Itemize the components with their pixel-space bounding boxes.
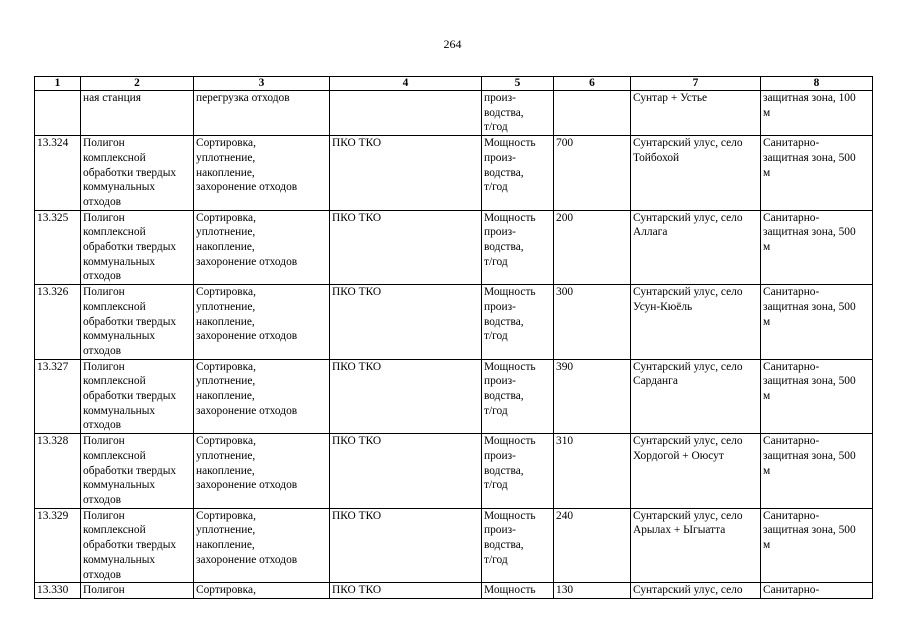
cell-object-name: Полигон комплексной обработки твердых коммунальных отходов bbox=[81, 359, 194, 434]
data-table bbox=[34, 76, 873, 599]
cell-capacity-label: Мощность произ- водства, т/год bbox=[482, 359, 554, 434]
column-header: 5 bbox=[482, 77, 554, 91]
table-row bbox=[35, 285, 873, 360]
table-body bbox=[35, 91, 873, 599]
cell-location: Сунтарский улус, село Тойбохой bbox=[631, 136, 761, 211]
cell-activity: перегрузка отходов bbox=[194, 91, 330, 136]
cell-protection-zone: Санитарно- защитная зона, 500 м bbox=[761, 434, 873, 509]
cell-object-type: ПКО ТКО bbox=[330, 285, 482, 360]
cell-capacity-label: Мощность bbox=[482, 583, 554, 599]
table-row bbox=[35, 359, 873, 434]
cell-capacity-label: Мощность произ- водства, т/год bbox=[482, 136, 554, 211]
table-row bbox=[35, 136, 873, 211]
table-row bbox=[35, 508, 873, 583]
cell-number: 13.326 bbox=[35, 285, 81, 360]
cell-location: Сунтарский улус, село Усун-Кюёль bbox=[631, 285, 761, 360]
cell-protection-zone: Санитарно- bbox=[761, 583, 873, 599]
cell-number bbox=[35, 91, 81, 136]
cell-location: Сунтарский улус, село Арылах + Ыгыатта bbox=[631, 508, 761, 583]
cell-object-type: ПКО ТКО bbox=[330, 583, 482, 599]
cell-activity: Сортировка, bbox=[194, 583, 330, 599]
cell-object-type: ПКО ТКО bbox=[330, 210, 482, 285]
cell-number: 13.330 bbox=[35, 583, 81, 599]
cell-number: 13.328 bbox=[35, 434, 81, 509]
column-header: 2 bbox=[81, 77, 194, 91]
cell-object-name: Полигон комплексной обработки твердых коммунальных отходов bbox=[81, 434, 194, 509]
cell-activity: Сортировка, уплотнение, накопление, захоронение отходов bbox=[194, 210, 330, 285]
cell-object-type: ПКО ТКО bbox=[330, 508, 482, 583]
cell-object-type bbox=[330, 91, 482, 136]
cell-capacity-value bbox=[554, 91, 631, 136]
column-header: 4 bbox=[330, 77, 482, 91]
cell-capacity-label: Мощность произ- водства, т/год bbox=[482, 210, 554, 285]
cell-capacity-label: Мощность произ- водства, т/год bbox=[482, 285, 554, 360]
column-header: 6 bbox=[554, 77, 631, 91]
cell-capacity-value: 390 bbox=[554, 359, 631, 434]
cell-object-name: Полигон комплексной обработки твердых коммунальных отходов bbox=[81, 210, 194, 285]
page-number: 264 bbox=[443, 37, 462, 51]
cell-capacity-label: произ- водства, т/год bbox=[482, 91, 554, 136]
cell-number: 13.324 bbox=[35, 136, 81, 211]
cell-location: Сунтар + Устье bbox=[631, 91, 761, 136]
cell-protection-zone: Санитарно- защитная зона, 500 м bbox=[761, 359, 873, 434]
cell-number: 13.329 bbox=[35, 508, 81, 583]
cell-object-name: Полигон комплексной обработки твердых коммунальных отходов bbox=[81, 136, 194, 211]
cell-object-type: ПКО ТКО bbox=[330, 434, 482, 509]
cell-location: Сунтарский улус, село Хордогой + Оюсут bbox=[631, 434, 761, 509]
table-row bbox=[35, 434, 873, 509]
cell-object-type: ПКО ТКО bbox=[330, 136, 482, 211]
cell-capacity-value: 310 bbox=[554, 434, 631, 509]
column-header: 8 bbox=[761, 77, 873, 91]
column-header: 1 bbox=[35, 77, 81, 91]
cell-protection-zone: Санитарно- защитная зона, 500 м bbox=[761, 285, 873, 360]
cell-object-name: Полигон комплексной обработки твердых коммунальных отходов bbox=[81, 508, 194, 583]
cell-location: Сунтарский улус, село Сарданга bbox=[631, 359, 761, 434]
cell-activity: Сортировка, уплотнение, накопление, захоронение отходов bbox=[194, 285, 330, 360]
cell-capacity-label: Мощность произ- водства, т/год bbox=[482, 508, 554, 583]
cell-object-type: ПКО ТКО bbox=[330, 359, 482, 434]
cell-capacity-value: 700 bbox=[554, 136, 631, 211]
column-header: 7 bbox=[631, 77, 761, 91]
cell-location: Сунтарский улус, село Аллага bbox=[631, 210, 761, 285]
header-row bbox=[35, 77, 873, 91]
table-row bbox=[35, 91, 873, 136]
cell-capacity-value: 130 bbox=[554, 583, 631, 599]
cell-protection-zone: Санитарно- защитная зона, 500 м bbox=[761, 210, 873, 285]
cell-capacity-value: 200 bbox=[554, 210, 631, 285]
cell-object-name: Полигон комплексной обработки твердых коммунальных отходов bbox=[81, 285, 194, 360]
table-row bbox=[35, 583, 873, 599]
cell-capacity-value: 300 bbox=[554, 285, 631, 360]
cell-activity: Сортировка, уплотнение, накопление, захоронение отходов bbox=[194, 136, 330, 211]
cell-object-name: ная станция bbox=[81, 91, 194, 136]
cell-activity: Сортировка, уплотнение, накопление, захоронение отходов bbox=[194, 434, 330, 509]
column-header: 3 bbox=[194, 77, 330, 91]
cell-capacity-label: Мощность произ- водства, т/год bbox=[482, 434, 554, 509]
cell-protection-zone: защитная зона, 100 м bbox=[761, 91, 873, 136]
cell-capacity-value: 240 bbox=[554, 508, 631, 583]
cell-activity: Сортировка, уплотнение, накопление, захоронение отходов bbox=[194, 508, 330, 583]
cell-activity: Сортировка, уплотнение, накопление, захоронение отходов bbox=[194, 359, 330, 434]
cell-location: Сунтарский улус, село bbox=[631, 583, 761, 599]
cell-protection-zone: Санитарно- защитная зона, 500 м bbox=[761, 508, 873, 583]
cell-protection-zone: Санитарно- защитная зона, 500 м bbox=[761, 136, 873, 211]
table-row bbox=[35, 210, 873, 285]
cell-number: 13.325 bbox=[35, 210, 81, 285]
cell-number: 13.327 bbox=[35, 359, 81, 434]
cell-object-name: Полигон bbox=[81, 583, 194, 599]
